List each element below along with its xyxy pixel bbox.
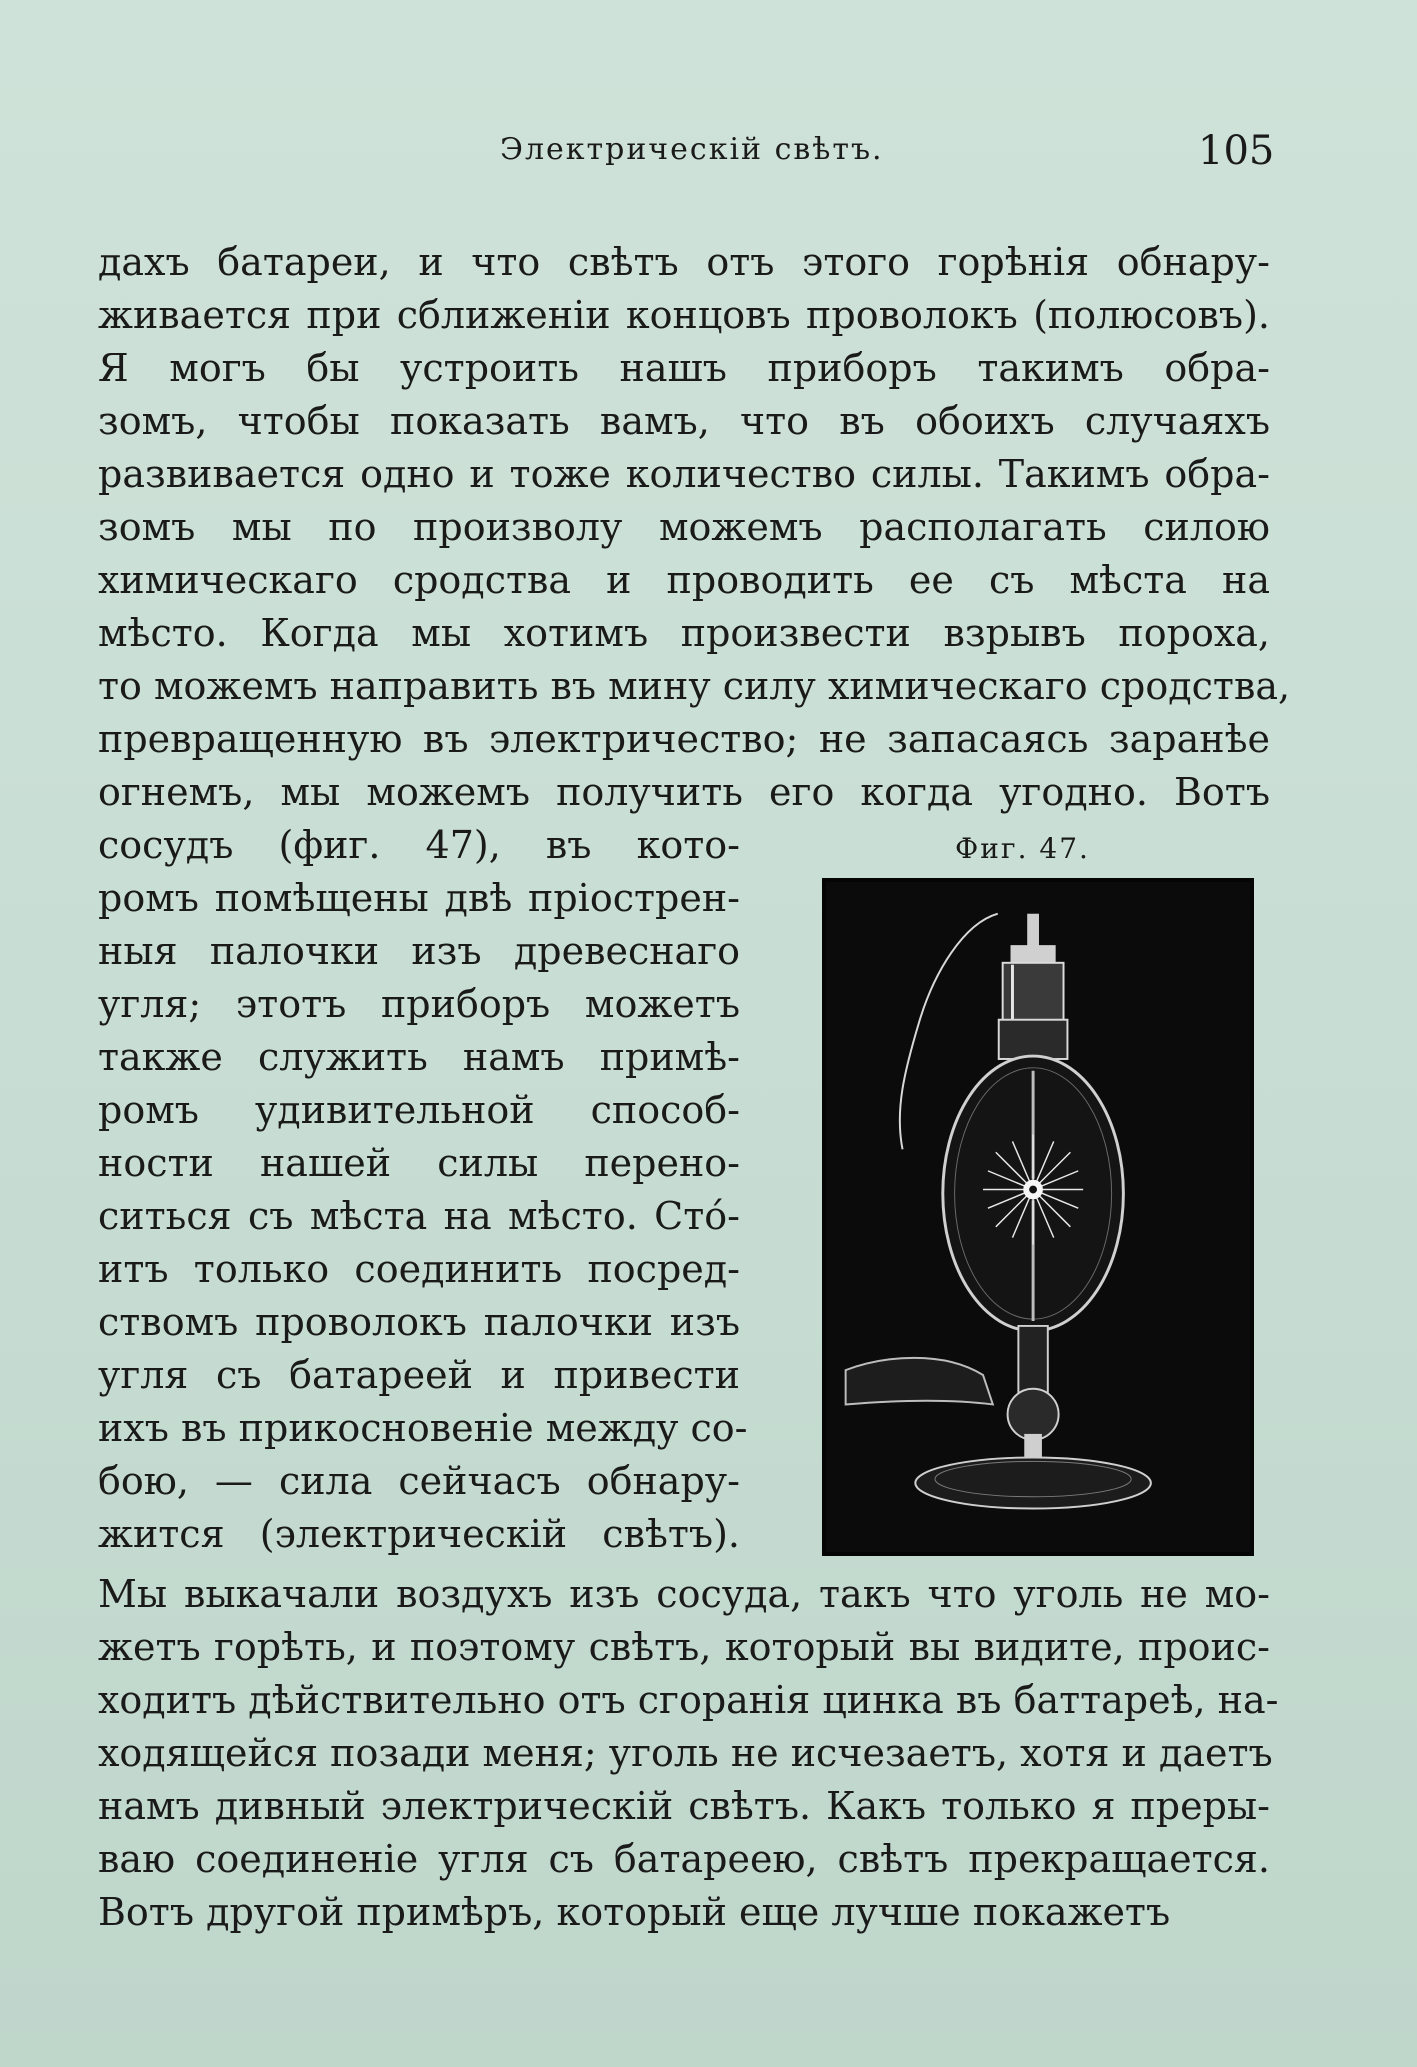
text-line: огнемъ, мы можемъ получить его когда угодно. Вотъ: [98, 770, 1270, 814]
text-line: ходитъ дѣйствительно отъ сгоранія цинка въ баттареѣ, на-: [98, 1678, 1279, 1722]
text-line: дахъ батареи, и что свѣтъ отъ этого горѣнія обнару-: [98, 240, 1270, 284]
text-line: то можемъ направить въ мину силу химическаго сродства,: [98, 664, 1291, 708]
text-line: жетъ горѣть, и поэтому свѣтъ, который вы видите, проис-: [98, 1625, 1270, 1669]
side-text-line: ствомъ проволокъ палочки изъ: [98, 1300, 740, 1344]
side-text-line: угля; этотъ приборъ можетъ: [98, 982, 740, 1026]
side-text-line: угля съ батареей и привести: [98, 1353, 740, 1397]
text-line: зомъ, чтобы показать вамъ, что въ обоихъ случаяхъ: [98, 399, 1270, 443]
side-text-line: жится (электрическій свѣтъ).: [98, 1512, 740, 1556]
text-line: зомъ мы по произволу можемъ располагать силою: [98, 505, 1270, 549]
text-line: химическаго сродства и проводить ее съ мѣста на: [98, 558, 1270, 602]
side-text-line: итъ только соединить посред-: [98, 1247, 740, 1291]
text-line: живается при сближеніи концовъ проволокъ (полюсовъ).: [98, 293, 1270, 337]
side-text-line: ситься съ мѣста на мѣсто. Сто́-: [98, 1194, 740, 1238]
running-title: Электрическій свѣтъ.: [500, 132, 884, 167]
text-line: Вотъ другой примѣръ, который еще лучше покажетъ: [98, 1890, 1171, 1934]
figure-47-illustration: [822, 878, 1254, 1556]
figure-caption: Фиг. 47.: [955, 832, 1090, 865]
text-line: Я могъ бы устроить нашъ приборъ такимъ обра-: [98, 346, 1270, 390]
side-text-line: также служить намъ примѣ-: [98, 1035, 740, 1079]
side-text-line: бою, — сила сейчасъ обнару-: [98, 1459, 740, 1503]
side-text-line: ныя палочки изъ древеснаго: [98, 929, 740, 973]
text-line: Мы выкачали воздухъ изъ сосуда, такъ что уголь не мо-: [98, 1572, 1270, 1616]
side-text-line: сосудъ (фиг. 47), въ кото-: [98, 823, 740, 867]
side-text-line: ромъ помѣщены двѣ пріострен-: [98, 876, 740, 920]
text-line: намъ дивный электрическій свѣтъ. Какъ только я преры-: [98, 1784, 1270, 1828]
text-line: мѣсто. Когда мы хотимъ произвести взрывъ пороха,: [98, 611, 1270, 655]
side-text-line: ности нашей силы перено-: [98, 1141, 740, 1185]
text-line: ходящейся позади меня; уголь не исчезаетъ, хотя и даетъ: [98, 1731, 1273, 1775]
text-line: развивается одно и тоже количество силы. Такимъ обра-: [98, 452, 1270, 496]
electric-light-vessel-icon: [826, 882, 1250, 1552]
side-text-line: ромъ удивительной способ-: [98, 1088, 740, 1132]
side-text-line: ихъ въ прикосновеніе между со-: [98, 1406, 748, 1450]
text-line: ваю соединеніе угля съ батареею, свѣтъ прекращается.: [98, 1837, 1270, 1881]
page-number: 105: [1198, 128, 1275, 174]
text-line: превращенную въ электричество; не запасаясь заранѣе: [98, 717, 1270, 761]
